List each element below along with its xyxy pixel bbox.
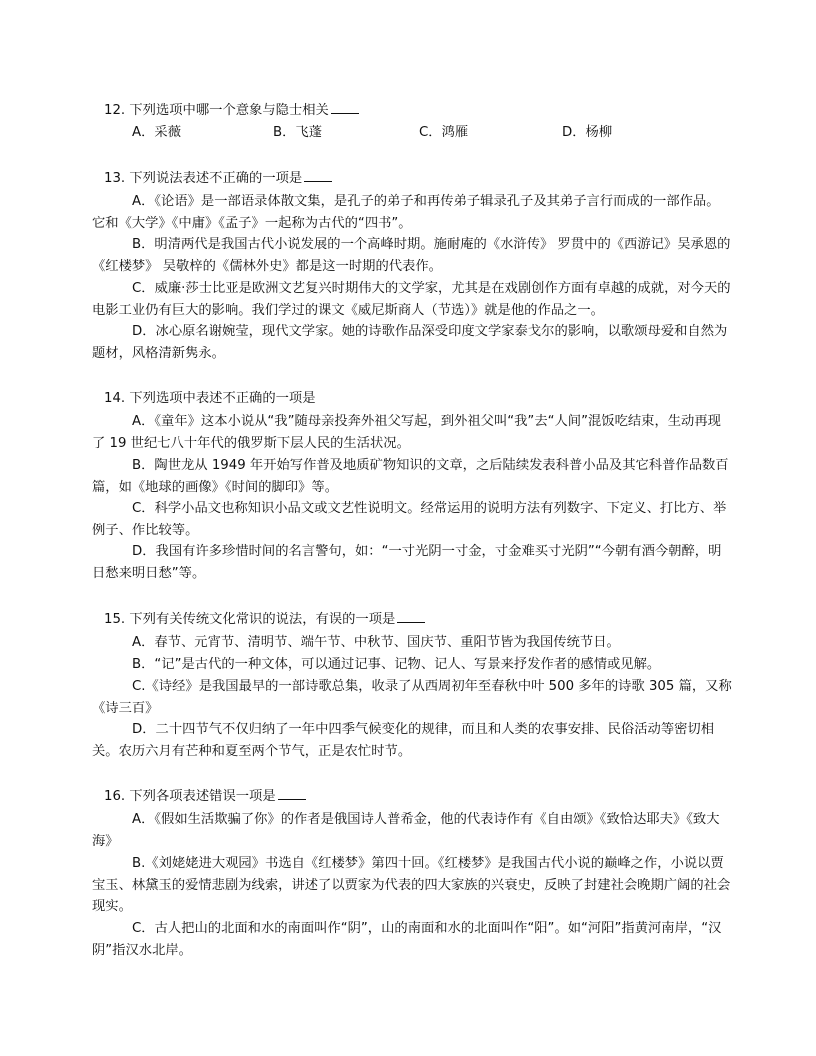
question-16-option-b: B.《刘姥姥进大观园》书选自《红楼梦》第四十回。《红楼梦》是我国古代小说的巅峰之作，小说以贾宝玉、林黛玉的爱情悲剧为线索，讲述了以贾家为代表的四大家族的兴衰史，反映了封建社会晚期广阔的社会现实。 bbox=[92, 856, 731, 914]
question-stem-text: 13. 下列说法表述不正确的一项是 bbox=[104, 171, 303, 186]
question-16-stem bbox=[104, 786, 306, 808]
question-14-option-b: B．陶世龙从 1949 年开始写作普及地质矿物知识的文章，之后陆续发表科普小品及其它科普作品数百篇，如《地球的画像》《时间的脚印》等。 bbox=[92, 458, 729, 495]
answer-blank bbox=[304, 168, 332, 182]
question-16-option-a: A．《假如生活欺骗了你》的作者是俄国诗人普希金，他的代表诗作有《自由颂》《致恰达耶夫》《致大海》 bbox=[92, 812, 720, 849]
question-14-option-d: D．我国有许多珍惜时间的名言警句，如：“一寸光阴一寸金，寸金难买寸光阴”“今朝有酒今朝醉，明日愁来明日愁”等。 bbox=[92, 544, 722, 581]
question-stem-text: 12. 下列选项中哪一个意象与隐士相关 bbox=[104, 103, 329, 118]
question-13-option-d: D．冰心原名谢婉莹，现代文学家。她的诗歌作品深受印度文学家泰戈尔的影响，以歌颂母爱和自然为题材，风格清新隽永。 bbox=[92, 324, 728, 361]
question-15-option-c: C.《诗经》是我国最早的一部诗歌总集，收录了从西周初年至春秋中叶 500 多年的诗歌 305 篇，又称《诗三百》 bbox=[92, 679, 732, 716]
question-15-option-b: B．“记”是古代的一种文体，可以通过记事、记物、记人、写景来抒发作者的感情或见解。 bbox=[132, 657, 661, 672]
question-13-stem bbox=[104, 168, 332, 190]
answer-blank bbox=[397, 609, 425, 623]
question-15-option-d: D．二十四节气不仅归纳了一年中四季气候变化的规律，而且和人类的农事安排、民俗活动等密切相关。农历六月有芒种和夏至两个节气，正是农忙时节。 bbox=[92, 722, 715, 759]
question-14-option-a: A．《童年》这本小说从“我”随母亲投奔外祖父写起，到外祖父叫“我”去“人间”混饭吃结束，生动再现了 19 世纪七八十年代的俄罗斯下层人民的生活状况。 bbox=[92, 414, 721, 451]
question-15-stem bbox=[104, 609, 425, 631]
answer-blank bbox=[331, 100, 359, 114]
answer-blank bbox=[278, 786, 306, 800]
option-b: B．飞蓬 bbox=[273, 125, 323, 140]
question-16-option-c: C．古人把山的北面和水的南面叫作“阴”，山的南面和水的北面叫作“阳”。如“河阳”指黄河南岸，“汉阴”指汉水北岸。 bbox=[92, 921, 722, 958]
question-stem-text: 15. 下列有关传统文化常识的说法，有误的一项是 bbox=[104, 612, 396, 627]
question-13-option-b: B．明清两代是我国古代小说发展的一个高峰时期。施耐庵的《水浒传》 罗贯中的《西游记》吴承恩的《红楼梦》 吴敬梓的《儒林外史》都是这一时期的代表作。 bbox=[92, 237, 731, 274]
question-12-stem bbox=[104, 100, 359, 122]
option-c: C．鸿雁 bbox=[419, 125, 469, 140]
option-d: D．杨柳 bbox=[562, 125, 613, 140]
question-14-stem bbox=[104, 388, 316, 410]
question-stem-text: 16. 下列各项表述错误一项是 bbox=[104, 789, 276, 804]
question-13-option-c: C．威廉·莎士比亚是欧洲文艺复兴时期伟大的文学家，尤其是在戏剧创作方面有卓越的成就，对今天的电影工业仍有巨大的影响。我们学过的课文《威尼斯商人（节选）》就是他的作品之一。 bbox=[92, 281, 731, 318]
option-a: A．采薇 bbox=[132, 125, 181, 140]
question-14-option-c: C．科学小品文也称知识小品文或文艺性说明文。经常运用的说明方法有列数字、下定义、打比方、举例子、作比较等。 bbox=[92, 501, 727, 538]
question-stem-text: 14. 下列选项中表述不正确的一项是 bbox=[104, 391, 316, 406]
question-15-option-a: A．春节、元宵节、清明节、端午节、中秋节、国庆节、重阳节皆为我国传统节日。 bbox=[132, 635, 620, 650]
question-13-option-a: A．《论语》是一部语录体散文集，是孔子的弟子和再传弟子辑录孔子及其弟子言行而成的一部作品。它和《大学》《中庸》《孟子》一起称为古代的“四书”。 bbox=[92, 194, 720, 231]
